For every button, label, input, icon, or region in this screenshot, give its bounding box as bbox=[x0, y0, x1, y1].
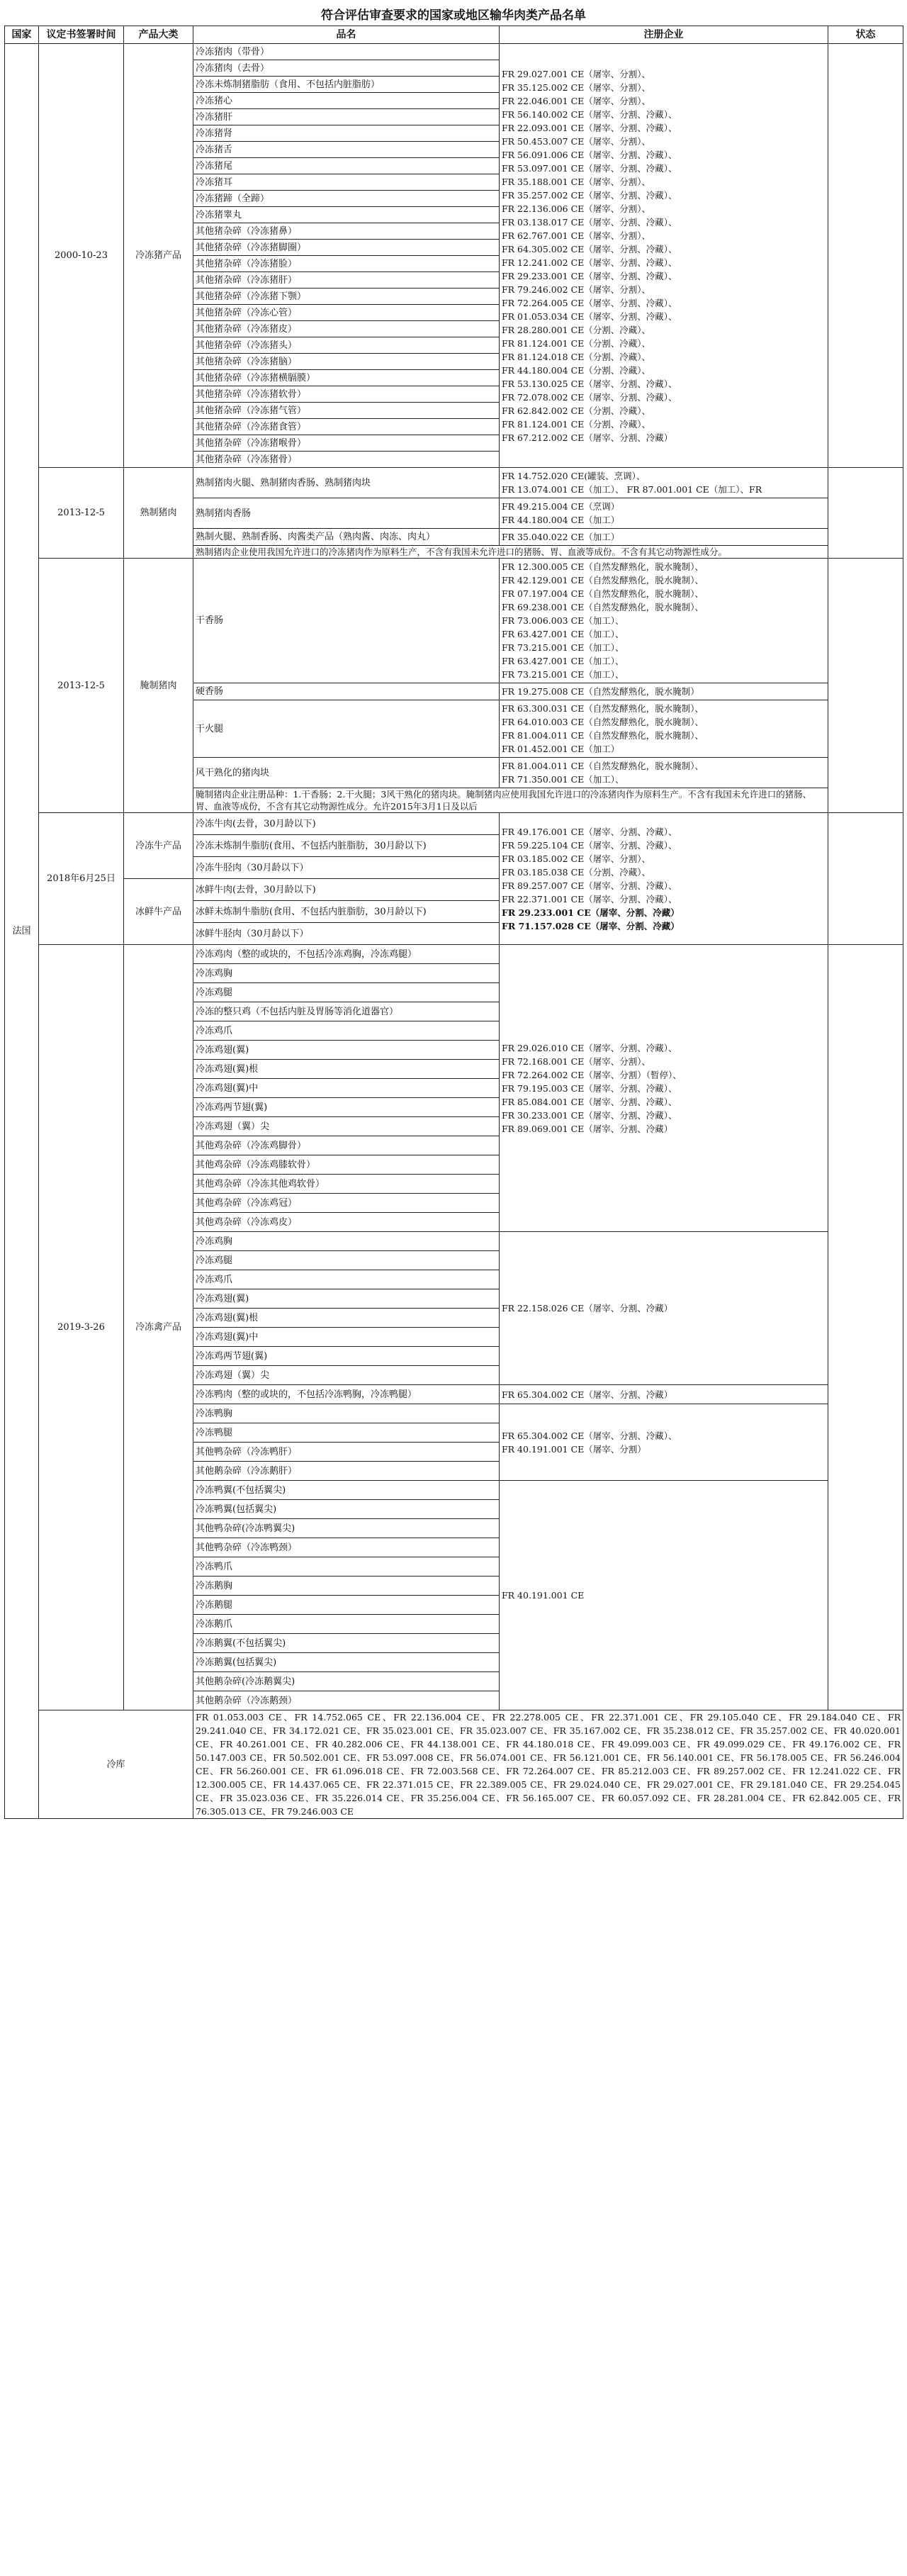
product-cell: 熟制猪肉火腿、熟制猪肉香肠、熟制猪肉块 bbox=[193, 468, 500, 498]
enterprise-entry: FR 01.452.001 CE（加工） bbox=[502, 744, 620, 754]
header-product: 品名 bbox=[193, 26, 500, 44]
category-cell: 熟制猪肉 bbox=[124, 468, 193, 559]
product-cell: 干香肠 bbox=[193, 559, 500, 683]
enterprise-entry: FR 72.168.001 CE（屠宰、分割）、 bbox=[502, 1055, 651, 1067]
note-cell: 熟制猪肉企业使用我国允许进口的冷冻猪肉作为原料生产，不含有我国未允许进口的猪肠、胃、血液等成份。不含有其它动物源性成分。 bbox=[193, 546, 828, 559]
enterprise-entry: FR 01.053.034 CE（屠宰、分割、冷藏）、 bbox=[502, 310, 677, 322]
enterprise-entry: FR 44.180.004 CE（加工） bbox=[502, 515, 620, 525]
enterprise-entry: FR 72.264.002 CE（屠宰、分割）（暂停）、 bbox=[502, 1069, 682, 1080]
product-cell: 冷冻鸡胸 bbox=[193, 964, 500, 983]
enterprise-entry: FR 73.215.001 CE（加工）、 bbox=[502, 642, 624, 653]
product-cell: 冷冻鸡腿 bbox=[193, 1251, 500, 1270]
table-body bbox=[5, 44, 903, 1819]
enterprise-entry: FR 67.212.002 CE（屠宰、分割、冷藏） bbox=[502, 432, 673, 443]
product-cell: 冷冻猪舌 bbox=[193, 142, 500, 158]
product-cell: 冷冻鸭翼(包括翼尖) bbox=[193, 1500, 500, 1519]
enterprise-entry: FR 29.233.001 CE（屠宰、分割、冷藏） bbox=[502, 907, 680, 918]
product-cell: 其他鹅杂碎(冷冻鹅翼尖) bbox=[193, 1672, 500, 1691]
status-cell bbox=[828, 813, 903, 945]
product-cell: 冷冻鸡腿 bbox=[193, 983, 500, 1002]
enterprise-entry: FR 12.241.002 CE（屠宰、分割、冷藏）、 bbox=[502, 257, 677, 268]
category-cell: 冷冻猪产品 bbox=[124, 44, 193, 468]
enterprise-entry: FR 29.027.001 CE（屠宰、分割）、 bbox=[502, 68, 651, 79]
product-cell: 冷冻猪心 bbox=[193, 93, 500, 109]
product-cell: 其他鸡杂碎（冷冻鸡皮） bbox=[193, 1213, 500, 1232]
product-cell: 其他鸭杂碎（冷冻鸭颈） bbox=[193, 1538, 500, 1557]
category-cell: 腌制猪肉 bbox=[124, 559, 193, 813]
enterprise-entry: FR 89.069.001 CE（屠宰、分割、冷藏） bbox=[502, 1123, 673, 1134]
status-cell bbox=[828, 559, 903, 813]
enterprise-entry: FR 22.046.001 CE（屠宰、分割）、 bbox=[502, 95, 651, 106]
enterprise-entry: FR 64.010.003 CE（自然发酵熟化，脱水腌制）、 bbox=[502, 717, 704, 727]
product-cell: 冷冻未炼制猪脂肪（食用、不包括内脏脂肪） bbox=[193, 77, 500, 93]
status-cell bbox=[828, 44, 903, 468]
enterprise-cell bbox=[500, 700, 828, 758]
enterprise-entry: FR 22.136.006 CE（屠宰、分割）、 bbox=[502, 203, 651, 214]
product-cell: 其他猪杂碎（冷冻猪头） bbox=[193, 337, 500, 354]
header-category: 产品大类 bbox=[124, 26, 193, 44]
enterprise-cell bbox=[500, 1481, 828, 1710]
enterprise-entry: FR 56.140.002 CE（屠宰、分割、冷藏）、 bbox=[502, 108, 677, 120]
enterprise-cell bbox=[500, 813, 828, 945]
product-cell: 冷冻鹅翼(包括翼尖) bbox=[193, 1653, 500, 1672]
product-cell: 冷冻鸡翅（翼）尖 bbox=[193, 1117, 500, 1136]
product-cell: 冷冻猪尾 bbox=[193, 158, 500, 174]
enterprise-entry: FR 73.215.001 CE（加工）、 bbox=[502, 669, 624, 680]
product-cell: 冷冻猪肾 bbox=[193, 125, 500, 142]
date-cell: 2018年6月25日 bbox=[39, 813, 124, 945]
enterprise-cell bbox=[500, 1385, 828, 1404]
enterprise-entry: FR 65.304.002 CE（屠宰、分割、冷藏） bbox=[502, 1389, 673, 1400]
product-cell: 其他鸡杂碎（冷冻鸡脚骨） bbox=[193, 1136, 500, 1155]
product-cell: 其他鸭杂碎(冷冻鸭翼尖) bbox=[193, 1519, 500, 1538]
enterprise-entry: FR 79.246.002 CE（屠宰、分割）、 bbox=[502, 284, 651, 295]
product-cell: 冰鲜未炼制牛脂肪(食用、不包括内脏脂肪，30月龄以下) bbox=[193, 901, 500, 923]
enterprise-entry: FR 63.427.001 CE（加工）、 bbox=[502, 629, 624, 639]
product-cell: 其他鸡杂碎（冷冻鸡冠） bbox=[193, 1194, 500, 1213]
product-cell: 冷冻鸡爪 bbox=[193, 1270, 500, 1289]
enterprise-cell bbox=[500, 529, 828, 546]
enterprise-entry: FR 89.257.007 CE（屠宰、分割、冷藏）、 bbox=[502, 880, 677, 891]
enterprise-entry: FR 72.078.002 CE（屠宰、分割、冷藏）、 bbox=[502, 391, 677, 403]
product-cell: 其他猪杂碎（冷冻猪脚圈） bbox=[193, 240, 500, 256]
date-cell: 2013-12-5 bbox=[39, 468, 124, 559]
table-row bbox=[5, 1710, 903, 1819]
enterprise-entry: FR 03.185.038 CE（分割、冷藏）、 bbox=[502, 866, 651, 878]
enterprise-entry: FR 71.157.028 CE（屠宰、分割、冷藏） bbox=[502, 920, 680, 931]
table-row bbox=[5, 468, 903, 498]
product-cell: 冷冻猪耳 bbox=[193, 174, 500, 191]
product-cell: 其他鹅杂碎（冷冻鹅颈） bbox=[193, 1691, 500, 1710]
enterprise-entry: FR 53.130.025 CE（屠宰、分割、冷藏）、 bbox=[502, 378, 677, 389]
enterprise-entry: FR 35.040.022 CE（加工） bbox=[502, 532, 620, 542]
enterprise-entry: FR 62.842.002 CE（分割、冷藏）、 bbox=[502, 405, 651, 416]
enterprise-entry: FR 72.264.005 CE（屠宰、分割、冷藏）、 bbox=[502, 297, 677, 308]
date-cell: 2019-3-26 bbox=[39, 945, 124, 1710]
enterprise-entry: FR 19.275.008 CE（自然发酵熟化，脱水腌制） bbox=[502, 686, 699, 697]
enterprise-entry: FR 49.215.004 CE（烹调） bbox=[502, 501, 620, 512]
date-cell: 2013-12-5 bbox=[39, 559, 124, 813]
enterprise-entry: FR 62.767.001 CE（屠宰、分割）、 bbox=[502, 230, 651, 241]
product-cell: 其他猪杂碎（冷冻猪喉骨） bbox=[193, 435, 500, 452]
enterprise-cell bbox=[500, 945, 828, 1232]
header-enterprise: 注册企业 bbox=[500, 26, 828, 44]
enterprise-entry: FR 29.026.010 CE（屠宰、分割、冷藏）、 bbox=[502, 1042, 677, 1053]
enterprise-entry: FR 03.185.002 CE（屠宰、分割）、 bbox=[502, 853, 651, 864]
enterprise-cell bbox=[500, 758, 828, 788]
product-cell: 冷冻牛肉(去骨，30月龄以下) bbox=[193, 813, 500, 835]
product-cell: 冷冻鸡翅（翼）尖 bbox=[193, 1366, 500, 1385]
product-cell: 其他鸡杂碎（冷冻其他鸡软骨） bbox=[193, 1175, 500, 1194]
enterprise-entry: FR 49.176.001 CE（屠宰、分割、冷藏）、 bbox=[502, 826, 677, 837]
product-table bbox=[4, 26, 903, 1819]
enterprise-entry: FR 03.138.017 CE（屠宰、分割、冷藏）、 bbox=[502, 216, 677, 228]
product-cell: 其他猪杂碎（冷冻猪下颚） bbox=[193, 289, 500, 305]
enterprise-entry: FR 69.238.001 CE（自然发酵熟化，脱水腌制）、 bbox=[502, 602, 704, 612]
enterprise-entry: FR 42.129.001 CE（自然发酵熟化，脱水腌制）、 bbox=[502, 575, 704, 586]
enterprise-entry: FR 71.350.001 CE（加工）、 bbox=[502, 774, 624, 785]
status-cell bbox=[828, 468, 903, 559]
product-cell: 干火腿 bbox=[193, 700, 500, 758]
header-date: 议定书签署时间 bbox=[39, 26, 124, 44]
enterprise-entry: FR 81.004.011 CE（自然发酵熟化，脱水腌制）、 bbox=[502, 730, 704, 741]
product-cell: 硬香肠 bbox=[193, 683, 500, 700]
enterprise-entry: FR 56.091.006 CE（屠宰、分割、冷藏）、 bbox=[502, 149, 677, 160]
product-cell: 冷冻未炼制牛脂肪(食用、不包括内脏脂肪，30月龄以下) bbox=[193, 835, 500, 857]
enterprise-entry: FR 12.300.005 CE（自然发酵熟化，脱水腌制）、 bbox=[502, 561, 704, 572]
product-cell: 冷冻鹅胸 bbox=[193, 1577, 500, 1596]
enterprise-entry: FR 59.225.104 CE（屠宰、分割、冷藏）、 bbox=[502, 839, 677, 851]
enterprise-entry: FR 50.453.007 CE（屠宰、分割）、 bbox=[502, 135, 651, 147]
enterprise-entry: FR 40.191.001 CE（屠宰、分割） bbox=[502, 1443, 646, 1455]
enterprise-entry: FR 35.188.001 CE（屠宰、分割）、 bbox=[502, 176, 651, 187]
product-cell: 冷冻鸭爪 bbox=[193, 1557, 500, 1577]
enterprise-entry: FR 85.084.001 CE（屠宰、分割、冷藏）、 bbox=[502, 1096, 677, 1107]
status-cell bbox=[828, 945, 903, 1710]
product-cell: 其他猪杂碎（冷冻猪肝） bbox=[193, 272, 500, 289]
table-row bbox=[5, 945, 903, 964]
product-cell: 冰鲜牛肉(去骨，30月龄以下) bbox=[193, 879, 500, 901]
product-cell: 冷冻鸡肉（整的或块的，不包括冷冻鸡胸，冷冻鸡腿） bbox=[193, 945, 500, 964]
cold-storage-list: FR 01.053.003 CE、FR 14.752.065 CE、FR 22.136.004 CE、FR 22.278.005 CE、FR 22.371.001 CE、FR 29.105.040 CE、FR 29.184.040 CE、FR 29.241.040 CE、FR 34.172.021 CE、FR 35.023.001 CE、FR 35.023.007 CE、FR 35.167.002 CE、FR 35.238.012 CE、FR 35.257.002 CE、FR 40.020.001 CE、FR 40.261.001 CE、FR 40.282.006 CE、FR 44.138.001 CE、FR 44.180.018 CE、FR 49.099.003 CE、FR 49.099.029 CE、FR 49.176.002 CE、FR 50.147.003 CE、FR 50.502.001 CE、FR 53.097.008 CE、FR 56.074.001 CE、FR 56.121.001 CE、FR 56.140.001 CE、FR 56.178.005 CE、FR 56.246.004 CE、FR 56.260.001 CE、FR 61.096.018 CE、FR 72.003.568 CE、FR 72.264.007 CE、FR 85.212.003 CE、FR 89.257.002 CE、FR 12.241.022 CE、FR 12.300.005 CE、FR 14.437.065 CE、FR 22.371.015 CE、FR 22.389.005 CE、FR 29.024.040 CE、FR 29.027.001 CE、FR 29.181.040 CE、FR 29.254.045 CE、FR 35.023.036 CE、FR 35.226.014 CE、FR 35.256.004 CE、FR 56.165.007 CE、FR 60.057.092 CE、FR 28.281.004 CE、FR 62.842.005 CE、FR 76.305.013 CE、FR 79.246.003 CE bbox=[193, 1710, 903, 1819]
header-status: 状态 bbox=[828, 26, 903, 44]
enterprise-entry: FR 81.124.001 CE（分割、冷藏）、 bbox=[502, 337, 651, 349]
product-cell: 冷冻鸭胸 bbox=[193, 1404, 500, 1423]
product-cell: 冷冻鸭肉（整的或块的，不包括冷冻鸭胸，冷冻鸭腿） bbox=[193, 1385, 500, 1404]
product-cell: 熟制猪肉香肠 bbox=[193, 498, 500, 529]
header-country: 国家 bbox=[5, 26, 39, 44]
enterprise-entry: FR 35.125.002 CE（屠宰、分割）、 bbox=[502, 82, 651, 93]
enterprise-cell bbox=[500, 683, 828, 700]
product-cell: 其他猪杂碎（冷冻心管） bbox=[193, 305, 500, 321]
enterprise-entry: FR 53.097.001 CE（屠宰、分割、冷藏）、 bbox=[502, 162, 677, 174]
product-cell: 冷冻鸡翅(翼) bbox=[193, 1289, 500, 1309]
enterprise-entry: FR 30.233.001 CE（屠宰、分割、冷藏）、 bbox=[502, 1109, 677, 1121]
enterprise-entry: FR 44.180.004 CE（分割、冷藏）、 bbox=[502, 364, 651, 376]
product-cell: 冷冻鸡翅(翼) bbox=[193, 1041, 500, 1060]
product-cell: 冷冻鸭翼(不包括翼尖) bbox=[193, 1481, 500, 1500]
enterprise-entry: FR 28.280.001 CE（分割、冷藏）、 bbox=[502, 324, 651, 335]
enterprise-cell bbox=[500, 1404, 828, 1481]
product-cell: 冷冻鸡翅(翼)根 bbox=[193, 1060, 500, 1079]
table-row bbox=[5, 813, 903, 835]
enterprise-cell bbox=[500, 498, 828, 529]
enterprise-entry: FR 79.195.003 CE（屠宰、分割、冷藏）、 bbox=[502, 1082, 677, 1094]
enterprise-cell bbox=[500, 468, 828, 498]
enterprise-entry: FR 22.158.026 CE（屠宰、分割、冷藏） bbox=[502, 1303, 673, 1314]
product-cell: 冷冻牛胫肉（30月龄以下） bbox=[193, 857, 500, 879]
table-row bbox=[5, 44, 903, 60]
product-cell: 冷冻鸡两节翅(翼) bbox=[193, 1347, 500, 1366]
enterprise-entry: FR 22.093.001 CE（屠宰、分割、冷藏）、 bbox=[502, 122, 677, 133]
enterprise-entry: FR 22.371.001 CE（屠宰、分割、冷藏）、 bbox=[502, 893, 677, 905]
product-cell: 冷冻鸡翅(翼)根 bbox=[193, 1309, 500, 1328]
enterprise-entry: FR 13.074.001 CE（加工）、 FR 87.001.001 CE（加工）、FR bbox=[502, 484, 762, 495]
product-cell: 冷冻鸡爪 bbox=[193, 1021, 500, 1041]
enterprise-cell bbox=[500, 559, 828, 683]
product-cell: 冷冻鹅翼(不包括翼尖) bbox=[193, 1634, 500, 1653]
category-cell: 冰鲜牛产品 bbox=[124, 879, 193, 945]
product-cell: 熟制火腿、熟制香肠、肉酱类产品（熟肉酱、肉冻、肉丸） bbox=[193, 529, 500, 546]
enterprise-entry: FR 64.305.002 CE（屠宰、分割、冷藏）、 bbox=[502, 243, 677, 254]
product-cell: 其他猪杂碎（冷冻猪横膈膜） bbox=[193, 370, 500, 386]
note-cell: 腌制猪肉企业注册品种：1.干香肠；2.干火腿；3风干熟化的猪肉块。腌制猪肉应使用我国允许进口的冷冻猪肉作为原料生产。不含有我国未允许进口的猪肠、胃、血液等成份，不含有其它动物源性成分。允许2015年3月1日及以后 bbox=[193, 788, 828, 813]
product-cell: 其他猪杂碎（冷冻猪骨） bbox=[193, 452, 500, 468]
product-cell: 冷冻鸡翅(翼)中 bbox=[193, 1079, 500, 1098]
date-cell: 2000-10-23 bbox=[39, 44, 124, 468]
enterprise-entry: FR 63.427.001 CE（加工）、 bbox=[502, 656, 624, 666]
product-cell: 冷冻猪蹄（全蹄） bbox=[193, 191, 500, 207]
product-cell: 其他猪杂碎（冷冻猪食管） bbox=[193, 419, 500, 435]
product-cell: 冷冻鹅腿 bbox=[193, 1596, 500, 1615]
product-cell: 冷冻猪肉（带骨） bbox=[193, 44, 500, 60]
document-title: 符合评估审查要求的国家或地区输华肉类产品名单 bbox=[321, 9, 586, 23]
product-cell: 其他猪杂碎（冷冻猪鼻） bbox=[193, 223, 500, 240]
enterprise-entry: FR 14.752.020 CE(罐装、烹调）、 bbox=[502, 471, 646, 481]
enterprise-entry: FR 81.124.018 CE（分割、冷藏）、 bbox=[502, 351, 651, 362]
enterprise-entry: FR 81.004.011 CE（自然发酵熟化，脱水腌制）、 bbox=[502, 761, 704, 771]
table-row bbox=[5, 559, 903, 683]
product-cell: 其他鹅杂碎（冷冻鹅肝） bbox=[193, 1462, 500, 1481]
product-cell: 冷冻猪肝 bbox=[193, 109, 500, 125]
product-cell: 冷冻的整只鸡（不包括内脏及胃肠等消化道器官） bbox=[193, 1002, 500, 1021]
enterprise-entry: FR 07.197.004 CE（自然发酵熟化，脱水腌制）、 bbox=[502, 588, 704, 599]
product-cell: 其他猪杂碎（冷冻猪皮） bbox=[193, 321, 500, 337]
product-cell: 风干熟化的猪肉块 bbox=[193, 758, 500, 788]
product-cell: 其他鸭杂碎（冷冻鸭肝） bbox=[193, 1443, 500, 1462]
product-cell: 冷冻鸭腿 bbox=[193, 1423, 500, 1443]
product-cell: 冰鲜牛胫肉（30月龄以下） bbox=[193, 923, 500, 945]
category-cell: 冷冻禽产品 bbox=[124, 945, 193, 1710]
product-cell: 其他猪杂碎（冷冻猪脑） bbox=[193, 354, 500, 370]
country-cell: 法国 bbox=[5, 44, 39, 1819]
enterprise-cell bbox=[500, 44, 828, 468]
category-cell: 冷冻牛产品 bbox=[124, 813, 193, 879]
enterprise-entry: FR 81.124.001 CE（分割、冷藏）、 bbox=[502, 418, 651, 430]
product-cell: 其他猪杂碎（冷冻猪脸） bbox=[193, 256, 500, 272]
product-cell: 冷冻鹅爪 bbox=[193, 1615, 500, 1634]
enterprise-entry: FR 35.257.002 CE（屠宰、分割、冷藏）、 bbox=[502, 189, 677, 201]
product-cell: 其他鸡杂碎（冷冻鸡膝软骨） bbox=[193, 1155, 500, 1175]
enterprise-entry: FR 29.233.001 CE（屠宰、分割、冷藏）、 bbox=[502, 270, 677, 281]
product-cell: 其他猪杂碎（冷冻猪软骨） bbox=[193, 386, 500, 403]
product-cell: 冷冻鸡两节翅(翼) bbox=[193, 1098, 500, 1117]
product-cell: 冷冻鸡翅(翼)中 bbox=[193, 1328, 500, 1347]
product-cell: 冷冻猪肉（去骨） bbox=[193, 60, 500, 77]
enterprise-entry: FR 65.304.002 CE（屠宰、分割、冷藏）、 bbox=[502, 1430, 677, 1441]
product-cell: 冷冻猪睾丸 bbox=[193, 207, 500, 223]
enterprise-entry: FR 40.191.001 CE bbox=[502, 1590, 585, 1601]
header-row bbox=[5, 26, 903, 44]
product-cell: 冷冻鸡胸 bbox=[193, 1232, 500, 1251]
cold-storage-label: 冷库 bbox=[39, 1710, 193, 1819]
enterprise-entry: FR 73.006.003 CE（加工）、 bbox=[502, 615, 624, 626]
product-cell: 其他猪杂碎（冷冻猪气管） bbox=[193, 403, 500, 419]
enterprise-cell bbox=[500, 1232, 828, 1385]
enterprise-entry: FR 63.300.031 CE（自然发酵熟化，脱水腌制）、 bbox=[502, 703, 704, 714]
